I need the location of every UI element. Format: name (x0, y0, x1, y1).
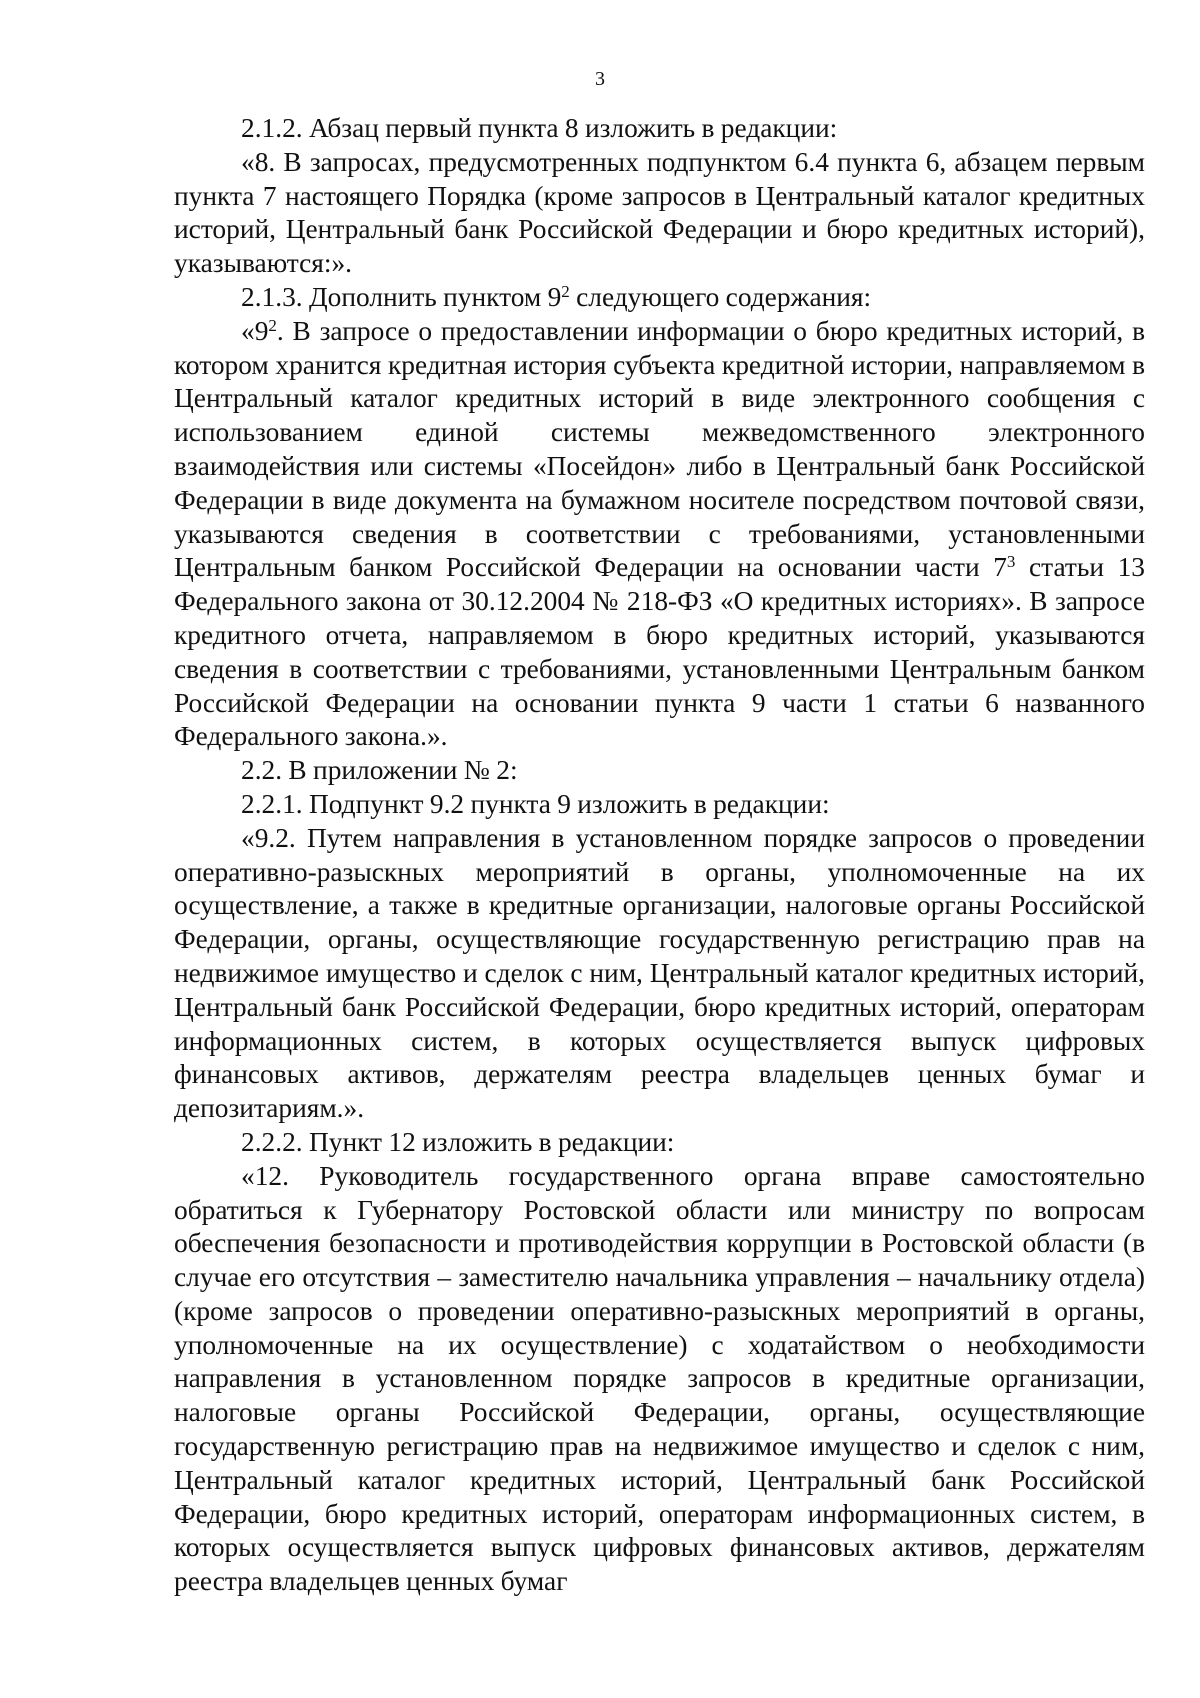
superscript: 3 (1006, 552, 1016, 572)
paragraph-text: статьи 13 Федерального закона от 30.12.2004 № 218-ФЗ «О кредитных историях». В запросе кредитного отчета, направляемом в бюро кредитных историй, указываются сведения в соответствии с требованиями, установленными Центральным банком Российской Федерации на основании пункта 9 части 1 статьи 6 названного Федерального закона.». (174, 552, 1145, 752)
paragraph-text: . В запросе о предоставлении информации о бюро кредитных историй, в котором хранится кредитная история субъекта кредитной истории, направляемом в Центральный каталог кредитных историй в виде электронного сообщения с использованием единой системы межведомственного электронного взаимодействия или системы «Посейдон» либо в Центральный банк Российской Федерации в виде документа на бумажном носителе посредством почтовой связи, указываются сведения в соответствии с требованиями, установленными Центральным банком Российской Федерации на основании части 7 (174, 315, 1145, 583)
page-number: 3 (595, 68, 605, 90)
paragraph-2-2-1-heading: 2.2.1. Подпункт 9.2 пункта 9 изложить в редакции: (241, 788, 830, 819)
paragraph-text: «9 (241, 315, 269, 346)
paragraph-2-1-3-heading (174, 281, 1145, 315)
paragraph-2-1-2-heading: 2.1.2. Абзац первый пункта 8 изложить в редакции: (241, 113, 838, 143)
paragraph-2-2-heading: 2.2. В приложении № 2: (241, 755, 518, 786)
superscript: 2 (561, 281, 570, 301)
paragraph-text: 2.1.3. Дополнить пунктом 9 (241, 281, 562, 312)
paragraph-item-8: «8. В запросах, предусмотренных подпунктом 6.4 пункта 6, абзацем первым пункта 7 настоящего Порядка (кроме запросов в Центральный каталог кредитных историй, Центральный банк Российской Федерации и бюро кредитных историй), указываются:». (174, 146, 1145, 279)
paragraph-2-2-2-heading: 2.2.2. Пункт 12 изложить в редакции: (241, 1126, 675, 1157)
paragraph-subitem-9-2: «9.2. Путем направления в установленном порядке запросов о проведении оперативно-разыскных мероприятий в органы, уполномоченные на их осуществление, а также в кредитные организации, налоговые органы Российской Федерации, органы, осуществляющие государственную регистрацию прав на недвижимое имущество и сделок с ним, Центральный каталог кредитных историй, Центральный банк Российской Федерации, бюро кредитных историй, операторам информационных систем, в которых осуществляется выпуск цифровых финансовых активов, держателям реестра владельцев ценных бумаг и депозитариям.». (174, 822, 1145, 1124)
superscript: 2 (268, 315, 277, 335)
paragraph-text: следующего содержания: (569, 281, 872, 312)
paragraph-item-9-2 (174, 315, 1145, 754)
paragraph-item-12: «12. Руководитель государственного органа вправе самостоятельно обратиться к Губернатору Ростовской области или министру по вопросам обеспечения безопасности и противодействия коррупции в Ростовской области (в случае его отсутствия – заместителю начальника управления – начальнику отдела) (кроме запросов о проведении оперативно-разыскных мероприятий в органы, уполномоченные на их осуществление) с ходатайством о необходимости направления в установленном порядке запросов в кредитные организации, налоговые органы Российской Федерации, органы, осуществляющие государственную регистрацию прав на недвижимое имущество и сделок с ним, Центральный каталог кредитных историй, Центральный банк Российской Федерации, бюро кредитных историй, операторам информационных систем, в которых осуществляется выпуск цифровых финансовых активов, держателям реестра владельцев ценных бумаг (174, 1160, 1145, 1597)
document-body (174, 112, 1145, 1599)
